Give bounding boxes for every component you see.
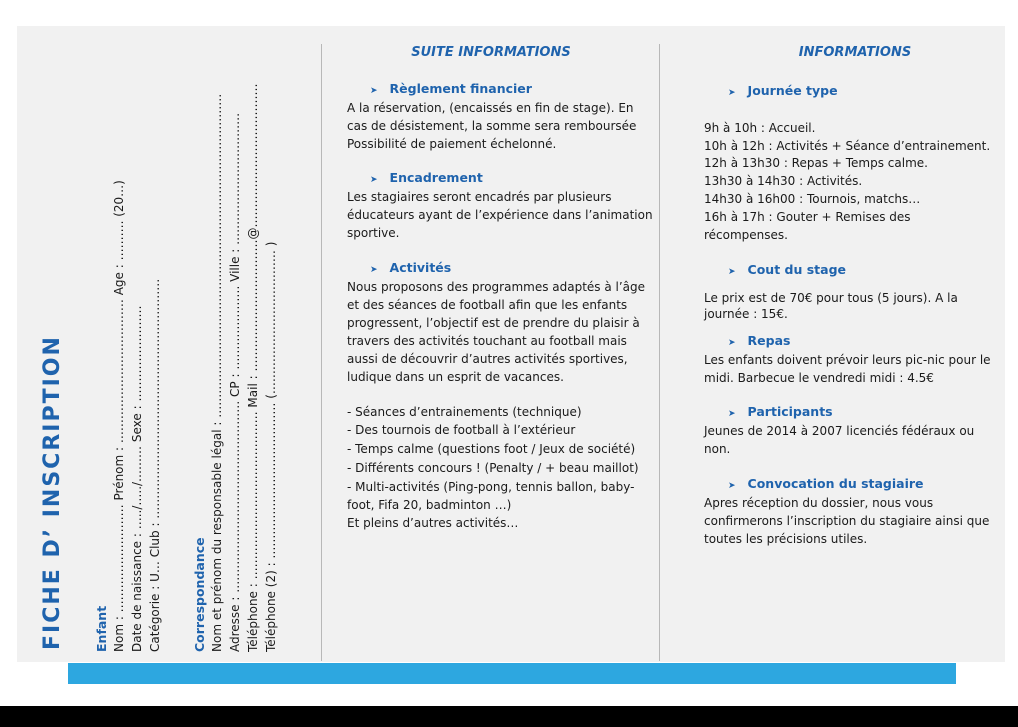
journee-line: 10h à 12h : Activités + Séance d’entrainement. bbox=[704, 139, 991, 153]
convocation-line: toutes les précisions utiles. bbox=[704, 532, 868, 546]
convocation-line: Apres réception du dossier, nous vous bbox=[704, 496, 934, 510]
section-heading: Activités bbox=[389, 260, 452, 275]
section-heading: Encadrement bbox=[389, 170, 483, 185]
repas-line: midi. Barbecue le vendredi midi : 4.5€ bbox=[704, 371, 934, 385]
arrow-icon: ➤ bbox=[728, 409, 736, 419]
journee-line: 16h à 17h : Gouter + Remises des bbox=[704, 210, 911, 224]
correspondance-heading: Correspondance bbox=[192, 537, 207, 652]
arrow-icon: ➤ bbox=[370, 175, 378, 185]
arrow-icon: ➤ bbox=[370, 265, 378, 275]
encadrement-line: sportive. bbox=[347, 226, 400, 240]
journee-line: 9h à 10h : Accueil. bbox=[704, 121, 816, 135]
footer-accent-bar bbox=[68, 663, 956, 684]
reglement-line: cas de désistement, la somme sera remboursée bbox=[347, 119, 637, 133]
participants-line: non. bbox=[704, 442, 731, 456]
corr-line-2: Adresse : ………………………………………… CP : ………………… Ville : …………………………… bbox=[228, 112, 242, 652]
arrow-icon: ➤ bbox=[728, 338, 736, 348]
middle-title: SUITE INFORMATIONS bbox=[411, 45, 571, 60]
corr-line-4: Téléphone (2) : ………………………………… (……………………………… ) bbox=[264, 241, 278, 652]
activity-list-item: foot, Fifa 20, badminton …) bbox=[347, 498, 512, 512]
encadrement-line: Les stagiaires seront encadrés par plusieurs bbox=[347, 190, 612, 204]
enfant-line-1: Nom : ……………………… Prénom : ……………………………… Age : ………. (20…) bbox=[112, 180, 126, 652]
activites-line: Nous proposons des programmes adaptés à l’âge bbox=[347, 280, 646, 294]
activites-line: travers des activités touchant au football mais bbox=[347, 334, 627, 348]
convocation-line: confirmerons l’inscription du stagiaire ainsi que bbox=[704, 514, 990, 528]
journee-line: 14h30 à 16h00 : Tournois, matchs… bbox=[704, 192, 921, 206]
repas-line: Les enfants doivent prévoir leurs pic-nic pour le bbox=[704, 353, 991, 367]
enfant-line-3: Catégorie : U… Club : …………………………………………………… bbox=[148, 278, 162, 652]
participants-line: Jeunes de 2014 à 2007 licenciés fédéraux ou bbox=[704, 424, 975, 438]
corr-line-1: Nom et prénom du responsable légal : ……………………………………………………………………… bbox=[210, 93, 224, 652]
section-encadrement bbox=[370, 170, 483, 185]
section-heading: Participants bbox=[747, 404, 833, 419]
activites-line: ludique dans un esprit de vacances. bbox=[347, 370, 564, 384]
section-activites bbox=[370, 260, 451, 275]
activity-list-item: - Multi-activités (Ping-pong, tennis ballon, baby- bbox=[347, 480, 635, 494]
activity-list-item: - Différents concours ! (Penalty / + beau maillot) bbox=[347, 461, 639, 475]
reglement-line: A la réservation, (encaissés en fin de stage). En bbox=[347, 101, 634, 115]
arrow-icon: ➤ bbox=[728, 267, 736, 277]
corr-line-3: Téléphone : …………………………………… Mail : ……………………………@……………………………… bbox=[246, 83, 260, 652]
section-participants bbox=[728, 404, 833, 419]
section-repas bbox=[728, 333, 790, 348]
encadrement-line: éducateurs ayant de l’expérience dans l’animation bbox=[347, 208, 653, 222]
enfant-heading: Enfant bbox=[94, 605, 109, 652]
section-cout bbox=[728, 262, 846, 277]
bottom-black-band bbox=[0, 706, 1018, 727]
activites-line: aussi de découvrir d’autres activités sportives, bbox=[347, 352, 628, 366]
column-divider-2 bbox=[659, 44, 660, 661]
column-divider-1 bbox=[321, 44, 322, 661]
activity-list-item: Et pleins d’autres activités… bbox=[347, 516, 519, 530]
arrow-icon: ➤ bbox=[728, 88, 736, 98]
section-reglement bbox=[370, 81, 532, 96]
form-title: FICHE D’ INSCRIPTION bbox=[40, 335, 65, 650]
activites-line: progressent, l’objectif est de prendre du plaisir à bbox=[347, 316, 640, 330]
cout-line: journée : 15€. bbox=[704, 307, 788, 321]
section-heading: Convocation du stagiaire bbox=[747, 476, 924, 491]
section-heading: Cout du stage bbox=[747, 262, 847, 277]
journee-line: 12h à 13h30 : Repas + Temps calme. bbox=[704, 156, 928, 170]
section-heading: Journée type bbox=[747, 83, 838, 98]
activity-list-item: - Des tournois de football à l’extérieur bbox=[347, 423, 576, 437]
cout-line: Le prix est de 70€ pour tous (5 jours). A la bbox=[704, 291, 958, 305]
right-title: INFORMATIONS bbox=[798, 45, 912, 60]
enfant-line-2: Date de naissance : …../…../……… Sexe : …………………… bbox=[130, 305, 144, 652]
section-journee bbox=[728, 83, 838, 98]
journee-line: récompenses. bbox=[704, 228, 788, 242]
arrow-icon: ➤ bbox=[370, 86, 378, 96]
journee-line: 13h30 à 14h30 : Activités. bbox=[704, 174, 863, 188]
reglement-line: Possibilité de paiement échelonné. bbox=[347, 137, 557, 151]
section-convocation bbox=[728, 476, 924, 491]
arrow-icon: ➤ bbox=[728, 481, 736, 491]
section-heading: Repas bbox=[747, 333, 791, 348]
section-heading: Règlement financier bbox=[389, 81, 532, 96]
activites-line: et des séances de football afin que les enfants bbox=[347, 298, 628, 312]
activity-list-item: - Séances d’entrainements (technique) bbox=[347, 405, 582, 419]
activity-list-item: - Temps calme (questions foot / Jeux de société) bbox=[347, 442, 636, 456]
